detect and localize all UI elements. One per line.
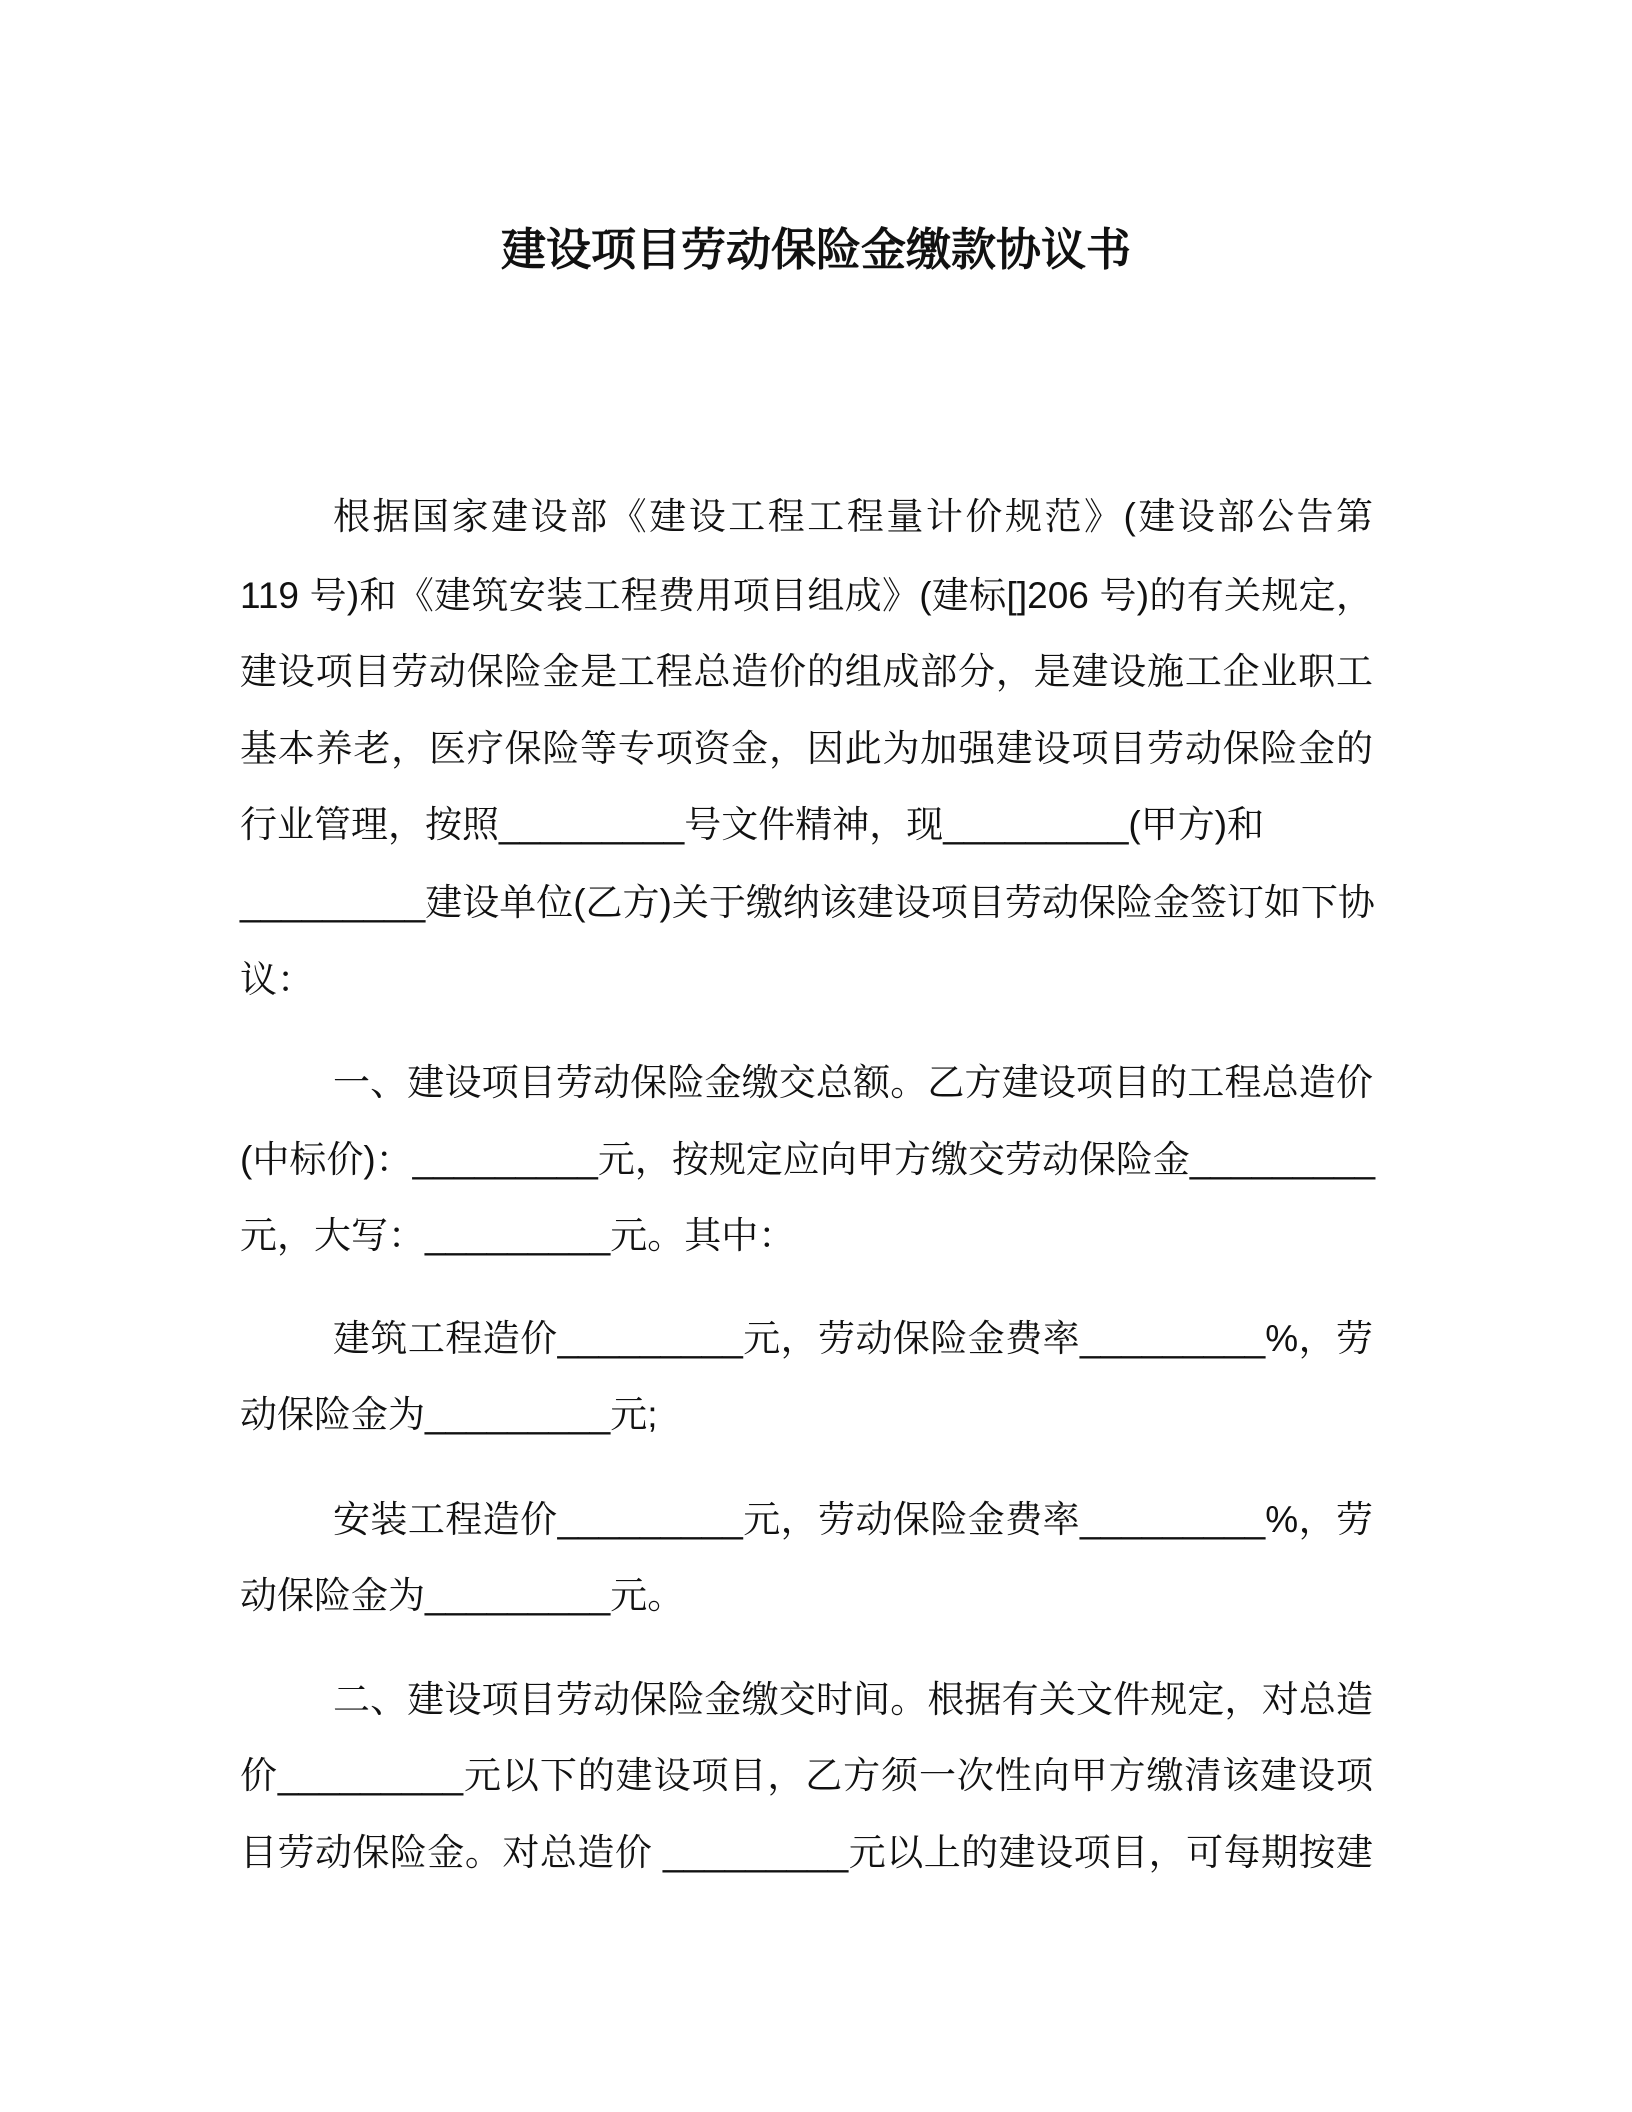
- document-title: 建设项目劳动保险金缴款协议书: [500, 224, 1131, 275]
- building-cost-line: 动保险金为_________元;: [240, 1394, 658, 1435]
- clause-1-line: 一、建设项目劳动保险金缴交总额。乙方建设项目的工程总造价: [333, 1062, 1373, 1103]
- installation-cost-line: 安装工程造价_________元，劳动保险金费率_________%，劳: [333, 1499, 1373, 1540]
- paragraph-line: 119 号)和《建筑安装工程费用项目组成》(建标[]206 号)的有关规定，: [240, 575, 1373, 616]
- paragraph-line: 根据国家建设部《建设工程工程量计价规范》(建设部公告第: [333, 496, 1373, 537]
- clause-1-line: 元，大写：_________元。其中：: [240, 1215, 796, 1256]
- building-cost-line: 建筑工程造价_________元，劳动保险金费率_________%，劳: [333, 1318, 1373, 1359]
- installation-cost-line: 动保险金为_________元。: [240, 1575, 685, 1616]
- paragraph-line: _________建设单位(乙方)关于缴纳该建设项目劳动保险金签订如下协: [240, 882, 1375, 923]
- clause-2-line: 二、建设项目劳动保险金缴交时间。根据有关文件规定，对总造: [333, 1679, 1373, 1720]
- clause-1-line: (中标价)：_________元，按规定应向甲方缴交劳动保险金_________: [240, 1139, 1376, 1180]
- clause-2-line: 价_________元以下的建设项目，乙方须一次性向甲方缴清该建设项: [240, 1755, 1373, 1796]
- paragraph-line: 行业管理，按照_________号文件精神，现_________(甲方)和: [240, 804, 1265, 845]
- paragraph-line: 议：: [240, 959, 314, 1000]
- paragraph-line: 基本养老，医疗保险等专项资金，因此为加强建设项目劳动保险金的: [240, 728, 1373, 769]
- clause-2-line: 目劳动保险金。对总造价 _________元以上的建设项目，可每期按建: [240, 1832, 1373, 1873]
- paragraph-line: 建设项目劳动保险金是工程总造价的组成部分，是建设施工企业职工: [240, 651, 1373, 692]
